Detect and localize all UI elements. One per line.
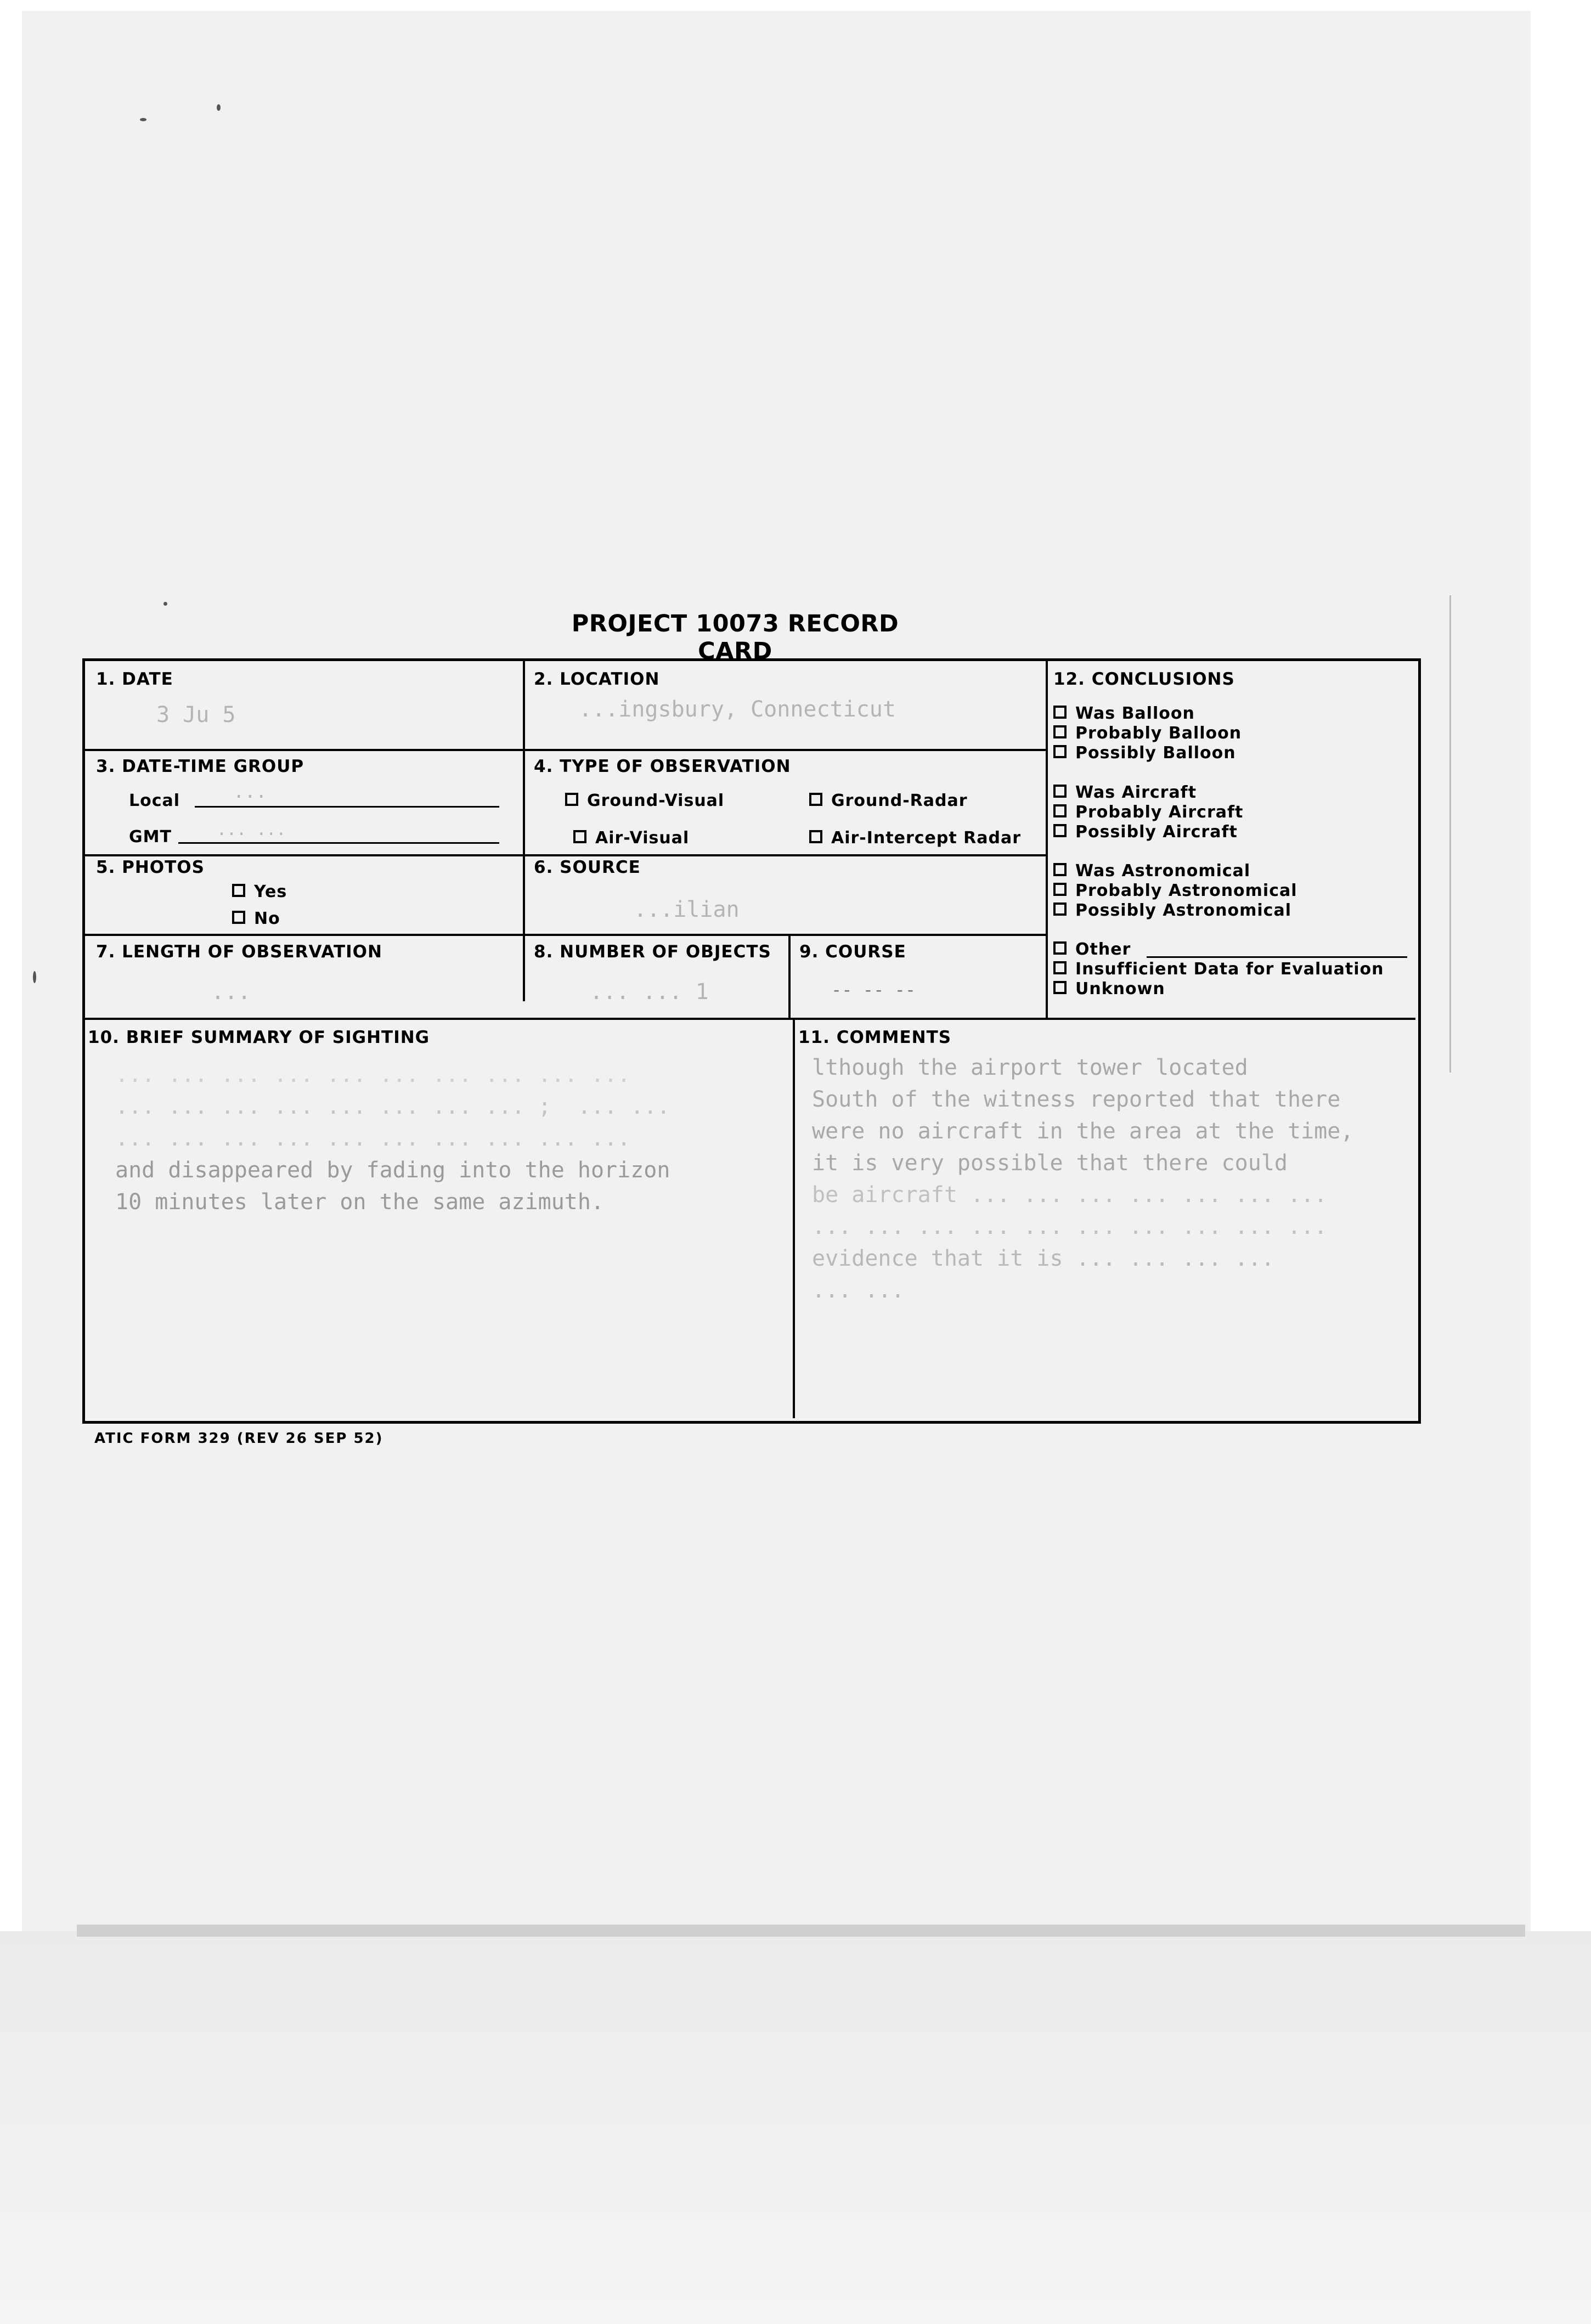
- gmt-label: GMT: [129, 827, 172, 847]
- comments-line: lthough the airport tower located: [812, 1055, 1248, 1080]
- checkbox-icon[interactable]: [1053, 941, 1067, 955]
- checkbox-icon[interactable]: [809, 830, 822, 843]
- course-label: 9. COURSE: [799, 942, 906, 962]
- option-air-visual[interactable]: Air-Visual: [573, 828, 689, 848]
- conclusion-other[interactable]: Other: [1053, 940, 1131, 959]
- other-underline: [1147, 956, 1407, 958]
- summary-line: ... ... ... ... ... ... ... ... ; ... ...: [115, 1094, 670, 1119]
- comments-label: 11. COMMENTS: [798, 1028, 952, 1047]
- local-label: Local: [129, 791, 180, 810]
- option-ground-visual[interactable]: Ground-Visual: [565, 791, 724, 810]
- checkbox-icon[interactable]: [1053, 745, 1067, 758]
- conclusion-was-aircraft[interactable]: Was Aircraft: [1053, 783, 1197, 802]
- summary-label: 10. BRIEF SUMMARY OF SIGHTING: [88, 1028, 430, 1047]
- number-of-objects-value: ... ... 1: [590, 979, 709, 1005]
- conclusion-unknown[interactable]: Unknown: [1053, 979, 1165, 999]
- gmt-value: ... ...: [217, 820, 286, 839]
- gmt-underline: [178, 842, 499, 844]
- conclusion-possibly-astronomical[interactable]: Possibly Astronomical: [1053, 901, 1291, 920]
- source-label: 6. SOURCE: [534, 858, 641, 877]
- summary-line: 10 minutes later on the same azimuth.: [115, 1189, 605, 1215]
- speck: [163, 602, 167, 606]
- checkbox-icon[interactable]: [1053, 863, 1067, 876]
- comments-line: it is very possible that there could: [812, 1150, 1288, 1176]
- speck: [140, 118, 146, 121]
- local-value: ...: [233, 781, 267, 803]
- divider: [523, 661, 525, 1001]
- date-time-group-label: 3. DATE-TIME GROUP: [96, 757, 304, 776]
- option-photos-no[interactable]: No: [232, 909, 280, 928]
- local-underline: [195, 806, 499, 808]
- summary-line: ... ... ... ... ... ... ... ... ... ...: [115, 1126, 631, 1151]
- conclusions-label: 12. CONCLUSIONS: [1053, 669, 1235, 689]
- checkbox-icon[interactable]: [1053, 785, 1067, 798]
- type-of-observation-label: 4. TYPE OF OBSERVATION: [534, 757, 791, 776]
- length-of-observation-label: 7. LENGTH OF OBSERVATION: [96, 942, 382, 962]
- record-card-form: [82, 658, 1421, 1424]
- speck: [33, 971, 36, 983]
- option-photos-yes[interactable]: Yes: [232, 882, 287, 901]
- comments-line: ... ...: [812, 1278, 905, 1303]
- divider: [793, 1018, 795, 1418]
- conclusion-was-astronomical[interactable]: Was Astronomical: [1053, 861, 1250, 881]
- scan-margin-right: [1531, 0, 1591, 1931]
- comments-line: South of the witness reported that there: [812, 1087, 1341, 1112]
- source-value: ...ilian: [634, 897, 740, 922]
- checkbox-icon[interactable]: [1053, 824, 1067, 837]
- divider: [85, 934, 1048, 936]
- card-title: PROJECT 10073 RECORD CARD: [571, 610, 899, 665]
- checkbox-icon[interactable]: [1053, 804, 1067, 817]
- checkbox-icon[interactable]: [1053, 883, 1067, 896]
- conclusion-probably-aircraft[interactable]: Probably Aircraft: [1053, 803, 1243, 822]
- conclusion-insufficient-data[interactable]: Insufficient Data for Evaluation: [1053, 960, 1384, 979]
- photos-label: 5. PHOTOS: [96, 858, 205, 877]
- checkbox-icon[interactable]: [1053, 725, 1067, 738]
- conclusion-probably-balloon[interactable]: Probably Balloon: [1053, 724, 1242, 743]
- comments-line: were no aircraft in the area at the time,: [812, 1119, 1354, 1144]
- comments-text: [812, 1052, 1353, 1306]
- length-of-observation-value: ...: [211, 979, 251, 1005]
- checkbox-icon[interactable]: [1053, 706, 1067, 719]
- comments-line: evidence that it is ... ... ... ...: [812, 1246, 1274, 1271]
- summary-line: ... ... ... ... ... ... ... ... ... ...: [115, 1062, 631, 1087]
- checkbox-icon[interactable]: [232, 911, 245, 924]
- course-value: -- -- --: [831, 979, 916, 1000]
- paper-edge-shadow: [77, 1925, 1525, 1937]
- form-id: ATIC FORM 329 (REV 26 SEP 52): [94, 1430, 383, 1447]
- divider: [788, 934, 791, 1020]
- date-value: 3 Ju 5: [156, 702, 236, 727]
- checkbox-icon[interactable]: [565, 793, 578, 806]
- checkbox-icon[interactable]: [1053, 902, 1067, 916]
- divider: [85, 749, 1048, 751]
- divider: [1046, 661, 1048, 1019]
- checkbox-icon[interactable]: [809, 793, 822, 806]
- comments-line: ... ... ... ... ... ... ... ... ... ...: [812, 1214, 1328, 1239]
- conclusion-probably-astronomical[interactable]: Probably Astronomical: [1053, 881, 1297, 900]
- number-of-objects-label: 8. NUMBER OF OBJECTS: [534, 942, 771, 962]
- location-value: ...ingsbury, Connecticut: [579, 697, 896, 722]
- conclusion-was-balloon[interactable]: Was Balloon: [1053, 704, 1195, 723]
- checkbox-icon[interactable]: [1053, 981, 1067, 994]
- checkbox-icon[interactable]: [1053, 961, 1067, 974]
- conclusion-possibly-balloon[interactable]: Possibly Balloon: [1053, 743, 1236, 763]
- option-air-intercept-radar[interactable]: Air-Intercept Radar: [809, 828, 1021, 848]
- conclusion-possibly-aircraft[interactable]: Possibly Aircraft: [1053, 822, 1238, 842]
- divider: [85, 854, 1048, 856]
- location-label: 2. LOCATION: [534, 669, 660, 689]
- option-ground-radar[interactable]: Ground-Radar: [809, 791, 968, 810]
- speck: [217, 104, 221, 111]
- scan-lower-area: [0, 1931, 1591, 2324]
- divider: [85, 1018, 1415, 1020]
- date-label: 1. DATE: [96, 669, 173, 689]
- checkbox-icon[interactable]: [232, 884, 245, 897]
- summary-text: [115, 1059, 670, 1218]
- comments-line: be aircraft ... ... ... ... ... ... ...: [812, 1182, 1328, 1208]
- summary-line: and disappeared by fading into the horizon: [115, 1158, 670, 1183]
- checkbox-icon[interactable]: [573, 830, 586, 843]
- card-edge-line: [1449, 595, 1451, 1073]
